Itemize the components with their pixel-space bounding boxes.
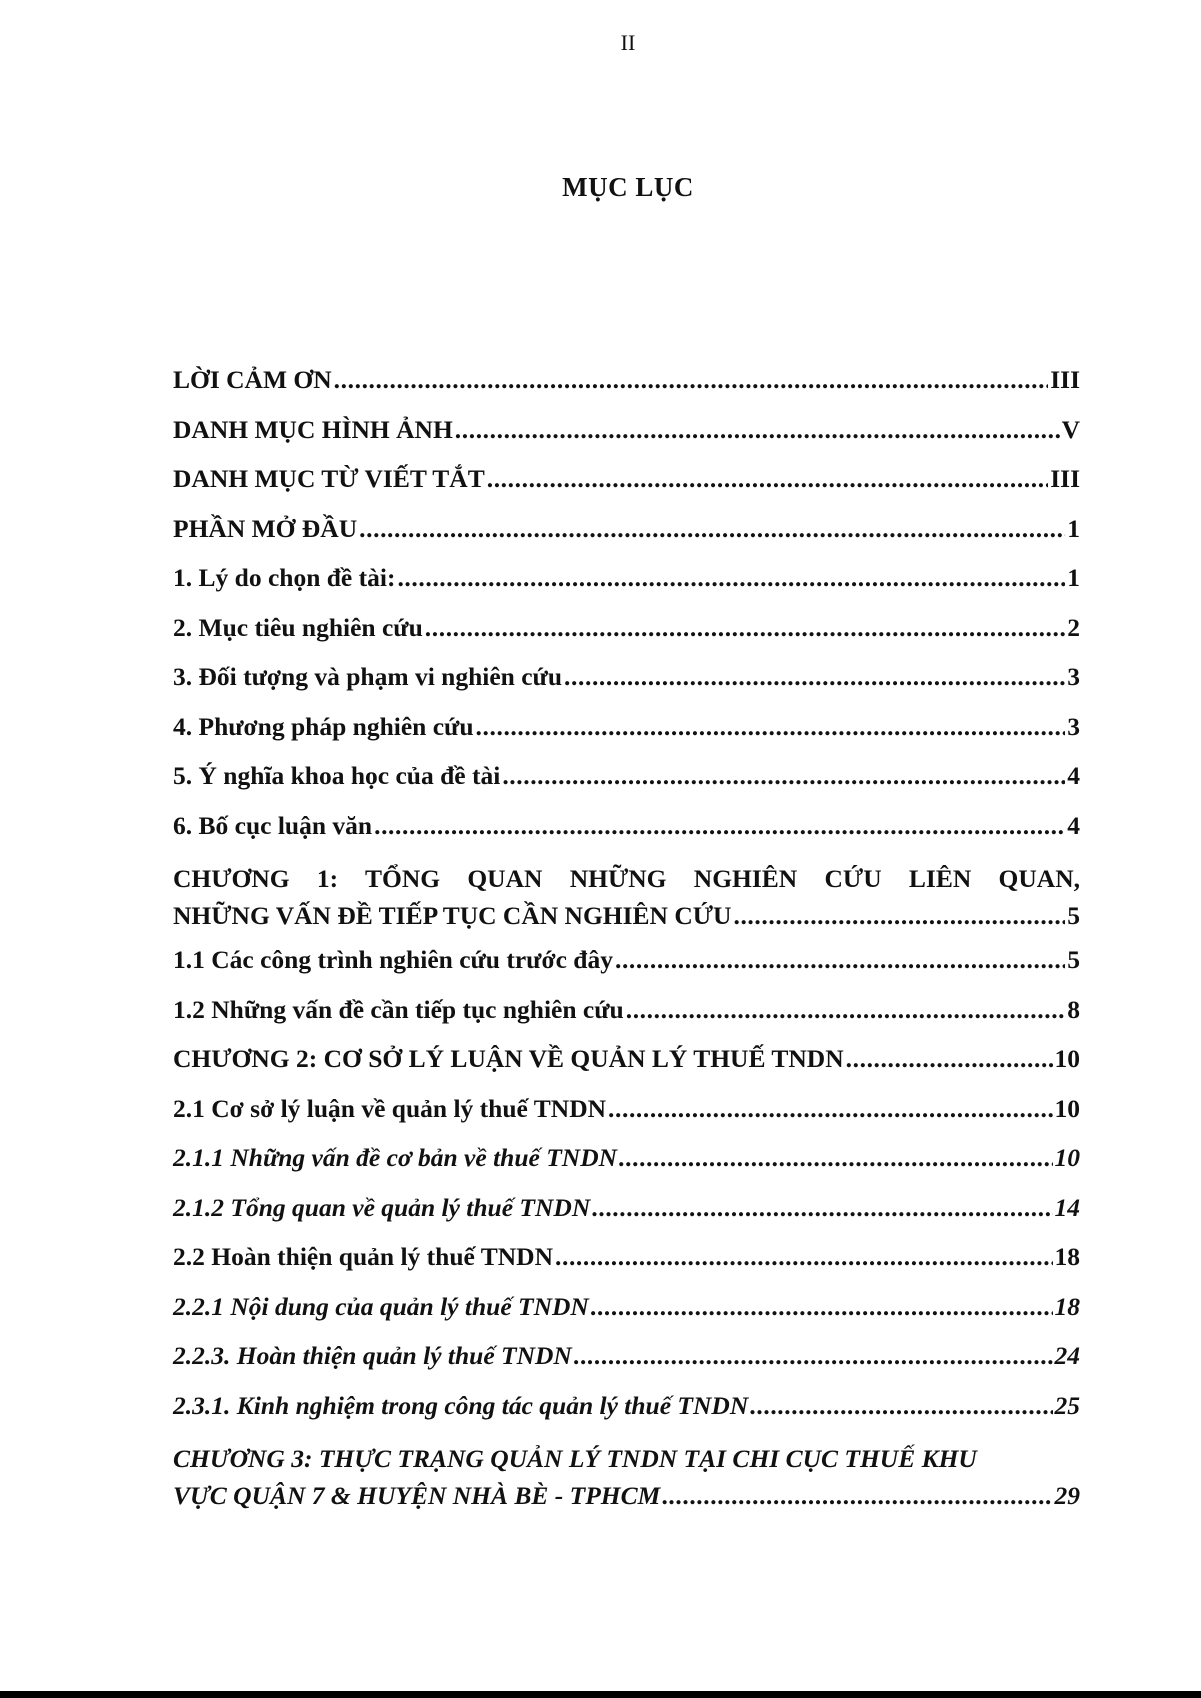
dot-leader	[608, 1094, 1052, 1124]
toc-entry-page: 18	[1054, 1291, 1080, 1321]
toc-entry-page: 14	[1054, 1192, 1080, 1222]
dot-leader	[374, 811, 1065, 841]
toc-entry-label: DANH MỤC HÌNH ẢNH	[173, 414, 453, 444]
toc-entry[interactable]	[173, 613, 1080, 663]
toc-entry-chapter-3[interactable]	[173, 1440, 1080, 1514]
toc-entry-page: 24	[1054, 1341, 1080, 1370]
toc-entry-label: 5. Ý nghĩa khoa học của đề tài	[173, 761, 501, 790]
toc-entry-label: CHƯƠNG 2: CƠ SỞ LÝ LUẬN VỀ QUẢN LÝ THUẾ TNDN	[173, 1044, 844, 1073]
toc-entry-label: 1.2 Những vấn đề cần tiếp tục nghiên cứu	[173, 994, 624, 1024]
dot-leader	[397, 563, 1065, 593]
dot-leader	[574, 1341, 1053, 1371]
dot-leader	[359, 514, 1065, 544]
dot-leader	[476, 712, 1066, 742]
dot-leader	[487, 464, 1048, 494]
toc-entry[interactable]	[173, 945, 1080, 995]
toc-entry[interactable]	[173, 1044, 1080, 1094]
toc-entry[interactable]	[173, 761, 1080, 811]
dot-leader	[502, 761, 1065, 791]
toc-entry-page: III	[1050, 464, 1080, 493]
toc-entry[interactable]	[173, 662, 1080, 712]
toc-entry-page: 4	[1067, 810, 1080, 840]
toc-entry-page: 5	[1067, 945, 1080, 974]
toc-entry-page: 25	[1054, 1390, 1080, 1420]
toc-entry-label: 1.1 Các công trình nghiên cứu trước đây	[173, 945, 613, 974]
toc-entry-page: V	[1061, 414, 1080, 444]
dot-leader	[662, 1477, 1052, 1514]
toc-entry[interactable]	[173, 1094, 1080, 1144]
toc-entry-label: 6. Bố cục luận văn	[173, 810, 373, 840]
toc-entry-page: 1	[1067, 563, 1080, 592]
dot-leader	[425, 613, 1065, 643]
dot-leader	[334, 365, 1049, 395]
toc-entry-label: 2.1 Cơ sở lý luận về quản lý thuế TNDN	[173, 1093, 607, 1123]
toc-entry-chapter-1[interactable]	[173, 860, 1080, 934]
dot-leader	[592, 1193, 1052, 1223]
dot-leader	[615, 945, 1065, 975]
toc-entry[interactable]	[173, 995, 1080, 1045]
toc-entry-page: 10	[1054, 1044, 1080, 1073]
toc-entry[interactable]	[173, 1292, 1080, 1342]
toc-entry-page: 3	[1067, 711, 1080, 741]
toc-entry-label-line1: CHƯƠNG 1: TỔNG QUAN NHỮNG NGHIÊN CỨU LIÊN QUAN,	[173, 864, 1080, 893]
toc-entry-page: 4	[1067, 761, 1080, 790]
toc-entry[interactable]	[173, 811, 1080, 861]
toc-entry-label: 2.1.2 Tổng quan về quản lý thuế TNDN	[173, 1192, 591, 1222]
dot-leader	[619, 1143, 1052, 1173]
toc-entry[interactable]	[173, 1242, 1080, 1292]
page-title: MỤC LỤC	[562, 172, 694, 202]
toc-entry-label: 4. Phương pháp nghiên cứu	[173, 711, 474, 741]
toc-entry-label: 2.2.3. Hoàn thiện quản lý thuế TNDN	[173, 1341, 572, 1370]
dot-leader	[750, 1391, 1052, 1421]
page-number: II	[620, 30, 636, 55]
toc-entry[interactable]	[173, 514, 1080, 564]
toc-entry[interactable]	[173, 1391, 1080, 1441]
dot-leader	[846, 1044, 1053, 1074]
toc-entry-label: 2.2.1 Nội dung của quản lý thuế TNDN	[173, 1291, 589, 1321]
toc-entry-label: PHẦN MỞ ĐẦU	[173, 513, 358, 543]
toc-entry-label-line2: VỰC QUẬN 7 & HUYỆN NHÀ BÈ - TPHCM	[173, 1481, 661, 1510]
toc-entry-page: 10	[1054, 1093, 1080, 1123]
toc-entry[interactable]	[173, 712, 1080, 762]
toc-entry-label-line1: CHƯƠNG 3: THỰC TRẠNG QUẢN LÝ TNDN TẠI CHI CỤC THUẾ KHU	[173, 1444, 977, 1473]
toc-entry[interactable]	[173, 563, 1080, 613]
toc-entry-label: 2.1.1 Những vấn đề cơ bản về thuế TNDN	[173, 1143, 618, 1172]
dot-leader	[455, 415, 1060, 445]
toc-entry-label: 3. Đối tượng và phạm vi nghiên cứu	[173, 662, 563, 691]
dot-leader	[626, 995, 1066, 1025]
dot-leader	[555, 1242, 1053, 1272]
dot-leader	[591, 1292, 1053, 1322]
toc-entry-page: 29	[1054, 1481, 1080, 1510]
toc-entry-label: LỜI CẢM ƠN	[173, 365, 332, 394]
toc-entry-label: 1. Lý do chọn đề tài:	[173, 563, 396, 592]
toc-entry[interactable]	[173, 415, 1080, 465]
toc-entry-label-line2: NHỮNG VẤN ĐỀ TIẾP TỤC CẦN NGHIÊN CỨU	[173, 901, 732, 930]
toc-entry-label: 2.3.1. Kinh nghiệm trong công tác quản lý thuế TNDN	[173, 1390, 749, 1420]
toc-entry-label: 2. Mục tiêu nghiên cứu	[173, 612, 423, 642]
bottom-edge-rule	[0, 1691, 1201, 1698]
toc-entry-page: 3	[1067, 662, 1080, 691]
toc-entry-line2	[173, 1477, 1080, 1514]
toc-entry-page: 18	[1054, 1242, 1080, 1271]
toc-entry-page: III	[1050, 365, 1080, 394]
toc-entry[interactable]	[173, 365, 1080, 415]
toc-entry-label: DANH MỤC TỪ VIẾT TẮT	[173, 464, 485, 493]
toc-entry-line2	[173, 897, 1080, 934]
toc-entry-page: 10	[1054, 1143, 1080, 1172]
toc-entry-page: 5	[1067, 901, 1080, 930]
toc-entry[interactable]	[173, 464, 1080, 514]
toc-entry[interactable]	[173, 1341, 1080, 1391]
table-of-contents	[173, 365, 1080, 1525]
toc-entry-page: 1	[1067, 513, 1080, 543]
toc-entry-page: 8	[1067, 994, 1080, 1024]
dot-leader	[564, 662, 1065, 692]
toc-entry[interactable]	[173, 1193, 1080, 1243]
dot-leader	[733, 897, 1065, 934]
toc-entry-label: 2.2 Hoàn thiện quản lý thuế TNDN	[173, 1242, 553, 1271]
toc-entry-page: 2	[1067, 612, 1080, 642]
toc-entry[interactable]	[173, 1143, 1080, 1193]
